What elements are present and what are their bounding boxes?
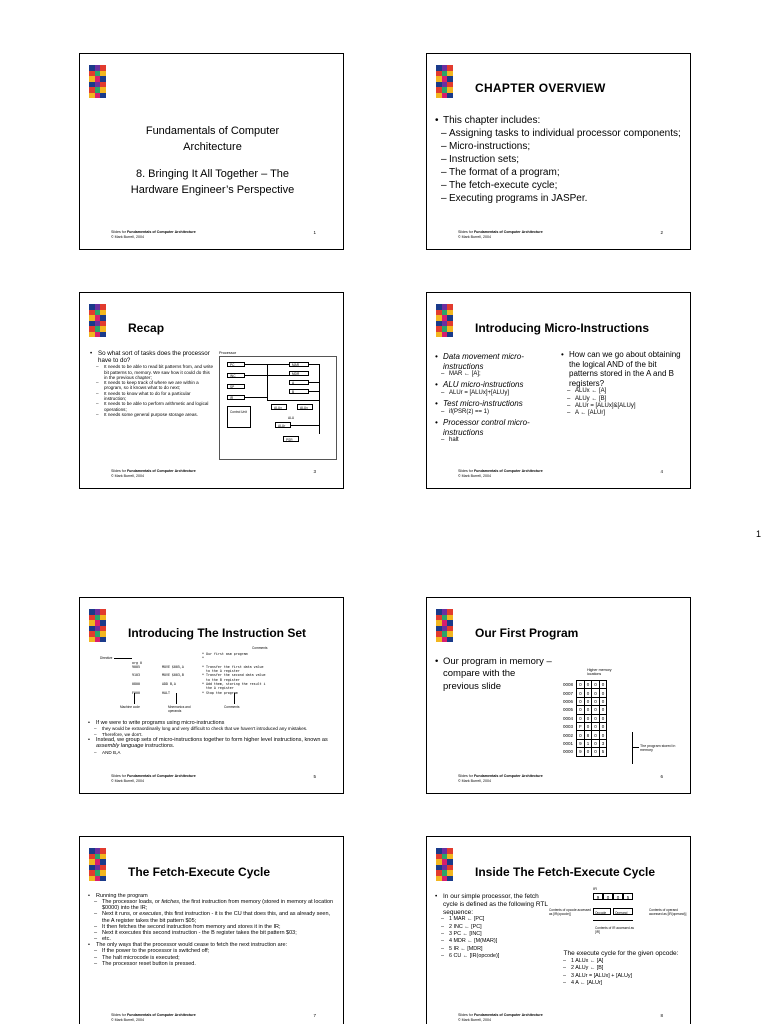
arrow-line <box>134 693 135 704</box>
processor-label: Processor <box>219 351 237 355</box>
machine-code: 9103 <box>132 673 140 678</box>
logo-tile <box>100 332 106 338</box>
arrow-line <box>176 693 177 704</box>
slide-1 <box>79 53 344 250</box>
opcode-box: Opcode <box>593 908 611 915</box>
slide-subtitle: 8. Bringing It All Together – The Hardware Engineer’s Perspective <box>130 168 295 196</box>
directive-label: Directive <box>100 656 113 660</box>
bus-line <box>245 397 267 398</box>
bullet-text: instructions. <box>143 743 175 750</box>
sub-bullet: – 4 A ← [ALUr] <box>555 980 687 987</box>
code-comment: the A register <box>202 686 234 691</box>
code-comment: * Stop the program <box>202 690 238 695</box>
memory-cell: 0 <box>584 722 592 730</box>
bus-line <box>267 400 319 401</box>
sub-bullet: – AND B,A <box>86 750 338 755</box>
slide-title: CHAPTER OVERVIEW <box>475 81 606 95</box>
slide-number: 5 <box>313 774 316 779</box>
program-label: The program stored in memory <box>640 744 676 752</box>
memory-row <box>561 697 607 705</box>
bracket-line <box>632 747 639 748</box>
arrow-line <box>114 658 132 659</box>
sub-bullet: – Assigning tasks to individual processor components; <box>433 127 683 140</box>
book-cover-icon <box>436 609 453 642</box>
ir-cell: 0 <box>613 893 623 900</box>
slide-6 <box>426 597 691 794</box>
alu-r: ALUr <box>275 422 291 428</box>
sub-bullet: – MAR ← [A]; <box>433 371 557 378</box>
mnemonics-label: Mnemonics and operands <box>168 705 191 713</box>
memory-row <box>561 706 607 714</box>
sub-bullet-text: , the first instruction from memory (stored in memory at location $0000) into the IR; <box>102 899 334 912</box>
memory-row <box>561 722 607 730</box>
code-comment: to the A register <box>202 669 240 674</box>
reg-psr: PSR <box>283 436 299 442</box>
memory-cell: 0 <box>584 748 592 756</box>
book-cover-icon <box>89 609 106 642</box>
sub-bullet-text: , this first instruction - it is the CU that does this, and as already seen, the A register takes the bit pattern $05; <box>102 911 331 924</box>
memory-row <box>561 739 607 747</box>
sub-bullet: – 2 INC ← [PC] <box>433 924 551 931</box>
memory-cell: 0 <box>584 689 592 697</box>
bottom-note: Contents of IR accessed as [IR] <box>595 926 634 934</box>
bullet-emphasis: assembly language <box>96 743 144 750</box>
slide-body-right <box>559 350 687 417</box>
memory-cell: 0 <box>599 681 607 689</box>
slide-body <box>86 720 338 755</box>
bullet: • Data movement micro-instructions <box>433 352 557 371</box>
slide-footer: Slides for Fundamentals of Computer Architecture © Mark Burrell, 2004 <box>458 230 543 239</box>
memory-cell: 0 <box>592 681 600 689</box>
sub-bullet: – 1 ALUx ← [A] <box>555 958 687 965</box>
book-cover-icon <box>436 65 453 98</box>
memory-cell: 0 <box>577 681 585 689</box>
bus-line <box>309 382 319 383</box>
memory-cell: 0 <box>592 731 600 739</box>
book-cover-icon <box>436 304 453 337</box>
higher-memory-label: Higher memory locations <box>587 668 612 676</box>
sub-bullet: – The format of a program; <box>433 166 683 179</box>
bullet: • Our program in memory – compare with the previous slide <box>433 656 553 693</box>
slide-body-right <box>555 950 687 987</box>
sub-bullet-text: etc. <box>102 936 111 943</box>
reg-b: B <box>289 389 309 394</box>
reg-ir: IR <box>227 395 245 400</box>
sub-bullet: – The fetch-execute cycle; <box>433 179 683 192</box>
memory-address: 0000 <box>563 749 574 755</box>
memory-cell: 0 <box>592 748 600 756</box>
reg-pc: PC <box>227 362 245 367</box>
logo-tile <box>100 93 106 99</box>
slide-body-left <box>433 350 557 444</box>
slide-footer: Slides for Fundamentals of Computer Architecture © Mark Burrell, 2004 <box>458 1013 543 1022</box>
memory-cell: 0 <box>577 714 585 722</box>
sub-bullet: – ALUx ← [A] <box>559 388 687 395</box>
side-page-number: 1 <box>756 529 762 539</box>
slide-title: Introducing The Instruction Set <box>128 626 306 640</box>
memory-row <box>561 714 607 722</box>
memory-cell: 0 <box>577 697 585 705</box>
logo-tile <box>100 637 106 643</box>
memory-cell: 0 <box>584 706 592 714</box>
logo-tile <box>447 93 453 99</box>
memory-cell: 0 <box>584 697 592 705</box>
memory-address: 0006 <box>563 698 574 704</box>
reg-mar: MAR <box>289 362 309 367</box>
code-comment: * <box>202 656 204 661</box>
memory-row <box>561 681 607 689</box>
memory-row <box>561 731 607 739</box>
sub-bullet: – The halt microcode is executed; <box>86 955 338 961</box>
sub-bullet: – A ← [ALUr] <box>559 410 687 417</box>
sub-bullet: – 1 MAR ← [PC] <box>433 916 551 923</box>
bracket-line <box>632 732 633 764</box>
slide-number: 2 <box>660 230 663 235</box>
ir-cell: 9 <box>593 893 603 900</box>
mnemonic: HALT <box>162 690 170 695</box>
reg-inc: INC <box>227 373 245 378</box>
code-comment: * Transfer the second data value <box>202 673 266 678</box>
memory-cell: 9 <box>577 748 585 756</box>
slide-2 <box>426 53 691 250</box>
bracket-line <box>593 920 633 921</box>
slide-footer: Slides for Fundamentals of Computer Architecture © Mark Burrell, 2004 <box>111 774 196 783</box>
memory-cell: 0 <box>599 689 607 697</box>
bullet: • ALU micro-instructions <box>433 380 557 390</box>
slide-number: 1 <box>313 230 316 235</box>
memory-cell: 9 <box>577 739 585 747</box>
machine-code: 0800 <box>132 682 140 687</box>
sub-bullet <box>86 911 338 923</box>
arrow-line <box>234 693 235 704</box>
memory-table <box>561 680 607 757</box>
code-diagram <box>100 646 335 718</box>
slide-footer: Slides for Fundamentals of Computer Architecture © Mark Burrell, 2004 <box>111 1013 196 1022</box>
machine-code: F000 <box>132 690 140 695</box>
mnemonic: ADD B,A <box>162 682 176 687</box>
memory-cell: 0 <box>577 689 585 697</box>
sub-bullet <box>86 899 338 911</box>
reg-sp: SP <box>227 384 245 389</box>
slide-number: 8 <box>660 1013 663 1018</box>
sub-bullet: – 2 ALUy ← [B] <box>555 965 687 972</box>
sub-bullet: – 5 IR ← [MDR] <box>433 946 551 953</box>
bullet: • How can we go about obtaining the logical AND of the bit patterns stored in the A and B registers? <box>559 350 687 388</box>
ir-cell: 5 <box>623 893 633 900</box>
slide-8 <box>426 836 691 1024</box>
memory-cell: 0 <box>584 714 592 722</box>
bullet: • If we were to write programs using micro-instructions <box>86 720 338 726</box>
memory-cell: 0 <box>584 681 592 689</box>
logo-tile <box>447 876 453 882</box>
code-line <box>132 691 332 695</box>
memory-address: 0008 <box>563 682 574 688</box>
sub-bullet: – Therefore, we don't. <box>86 732 338 737</box>
book-cover-icon <box>89 848 106 881</box>
slide-7 <box>79 836 344 1024</box>
reg-mdr: MDR <box>289 371 309 376</box>
sub-bullet: – 3 PC ← [INC] <box>433 931 551 938</box>
comments-label: Comments <box>252 646 268 650</box>
slide-footer: Slides for Fundamentals of Computer Architecture © Mark Burrell, 2004 <box>111 469 196 478</box>
control-unit: Control Unit <box>227 406 251 428</box>
slide-title: Inside The Fetch-Execute Cycle <box>475 865 656 879</box>
memory-address: 0003 <box>563 724 574 730</box>
sub-bullet: – if(PSR(z) == 1) <box>433 409 557 416</box>
memory-cell: 0 <box>577 731 585 739</box>
logo-tile <box>447 637 453 643</box>
mnemonic: MOVE $003,B <box>162 673 184 678</box>
bullet <box>86 737 338 750</box>
alu-label: ALU <box>288 416 295 420</box>
sub-bullet-text: The processor loads, or <box>102 899 162 906</box>
memory-cell: 0 <box>599 722 607 730</box>
alu-x: ALUx <box>271 404 287 410</box>
sub-bullet-emphasis: executes <box>139 911 162 918</box>
reg-a: A <box>289 380 309 385</box>
sub-bullet: – It needs to be able to perform arithmetic and logical operations; <box>88 401 214 412</box>
memory-cell: 0 <box>577 706 585 714</box>
sub-bullet: – 3 ALUr = [ALUx] + [ALUy] <box>555 973 687 980</box>
bullet: • So what sort of tasks does the processor have to do? <box>88 350 214 364</box>
sub-bullet: – It needs to be able to read bit patterns from, and write bit patterns to, memory. We saw how it could do this in the previous chapter; <box>88 364 214 380</box>
bullet: • Processor control micro-instructions <box>433 418 557 437</box>
code-comment: * Add them, storing the result i <box>202 682 266 687</box>
sub-bullet-text: It then fetches the second instruction from memory and stores it in the IR; <box>102 923 281 930</box>
slide-footer: Slides for Fundamentals of Computer Architecture © Mark Burrell, 2004 <box>111 230 196 239</box>
memory-cell: 0 <box>592 722 600 730</box>
sub-bullet: – If the power to the processor is switched off; <box>86 948 338 954</box>
logo-tile <box>100 876 106 882</box>
sub-bullet: – Instruction sets; <box>433 153 683 166</box>
slide-footer: Slides for Fundamentals of Computer Architecture © Mark Burrell, 2004 <box>458 774 543 783</box>
book-cover-icon <box>436 848 453 881</box>
processor-diagram <box>219 351 337 462</box>
comments-bottom-label: Comments <box>224 705 240 709</box>
machine-code: org 0 <box>132 660 142 665</box>
machine-code: 9005 <box>132 664 140 669</box>
left-note: Contents of opcode accessed as [IR(opcode)] <box>549 908 591 916</box>
sub-bullet-text: Next it executes this second instruction - the B register takes the bit pattern $03; <box>102 929 297 936</box>
slide-number: 6 <box>660 774 663 779</box>
slide-body <box>433 656 553 693</box>
memory-cell: 0 <box>592 739 600 747</box>
sub-bullet: – Executing programs in JASPer. <box>433 192 683 205</box>
bus-line <box>309 364 319 365</box>
memory-cell: 3 <box>599 739 607 747</box>
memory-address: 0004 <box>563 715 574 721</box>
memory-cell: 0 <box>592 714 600 722</box>
ir-label: IR <box>593 886 597 891</box>
sub-bullet: – The processor reset button is pressed. <box>86 961 338 967</box>
slide-title: Recap <box>128 321 165 335</box>
book-cover-icon <box>89 304 106 337</box>
slide-title: Introducing Micro-Instructions <box>475 321 649 335</box>
sub-bullet-text: Next it runs, or <box>102 911 140 918</box>
sub-bullet: – ALUy ← [B] <box>559 396 687 403</box>
bullet: • Test micro-instructions <box>433 399 557 409</box>
memory-address: 0001 <box>563 740 574 746</box>
sub-bullet: – they would be extraordinarily long and very difficult to check that we haven't introduced any mistakes. <box>86 726 338 731</box>
ir-cell: 0 <box>603 893 613 900</box>
memory-cell: 0 <box>592 689 600 697</box>
slide-body <box>433 114 683 205</box>
memory-row <box>561 689 607 697</box>
slide-5 <box>79 597 344 794</box>
sub-bullet: – It needs some general purpose storage areas. <box>88 412 214 417</box>
memory-address: 0002 <box>563 732 574 738</box>
slide-body <box>88 350 214 417</box>
sub-bullet: – ALUr = [ALUx]+[ALUy] <box>433 390 557 397</box>
exec-intro: The execute cycle for the given opcode: <box>563 950 679 957</box>
logo-tile <box>447 332 453 338</box>
sub-bullet: – It needs to know what to do for a particular instruction; <box>88 391 214 402</box>
code-comment: * Transfer the first data value <box>202 664 264 669</box>
bus-line <box>291 425 319 426</box>
bus-line <box>319 364 320 434</box>
memory-cell: 0 <box>592 697 600 705</box>
book-cover-icon <box>89 65 106 98</box>
memory-cell: 5 <box>599 748 607 756</box>
bullet: • Running the program <box>86 893 338 899</box>
slide-body <box>86 893 338 967</box>
sub-bullet: – 6 CU ← [IR(opcode)] <box>433 953 551 960</box>
memory-row <box>561 748 607 756</box>
slide-title: Our First Program <box>475 626 579 640</box>
slide-footer: Slides for Fundamentals of Computer Architecture © Mark Burrell, 2004 <box>458 469 543 478</box>
slide-number: 7 <box>313 1013 316 1018</box>
slide-body-left <box>433 893 551 960</box>
code-comment: to the B register <box>202 677 240 682</box>
memory-address: 0007 <box>563 690 574 696</box>
sub-bullet: – 4 MDR ← [M(MAR)] <box>433 938 551 945</box>
sub-bullet-emphasis: fetches <box>161 899 180 906</box>
sub-bullet: – halt <box>433 437 557 444</box>
slide-title: The Fetch-Execute Cycle <box>128 865 271 879</box>
bullet-text: Instead, we group sets of micro-instructions together to form higher level instructions, known as <box>96 736 328 743</box>
memory-cell: 0 <box>592 706 600 714</box>
alu-y: ALUy <box>297 404 313 410</box>
slide-number: 4 <box>660 469 663 474</box>
sub-bullet: – ALUr = [ALUx]&[ALUy] <box>559 403 687 410</box>
bullet: • This chapter includes: <box>433 114 683 127</box>
memory-cell: 8 <box>584 731 592 739</box>
sub-bullet: – It needs to keep track of where we are within a program, so it knows what to do next; <box>88 380 214 391</box>
memory-cell: 0 <box>599 706 607 714</box>
sub-bullet: – Micro-instructions; <box>433 140 683 153</box>
slide-4 <box>426 292 691 489</box>
memory-cell: 1 <box>584 739 592 747</box>
machine-code-label: Machine code <box>120 705 140 709</box>
bullet: • In our simple processor, the fetch cycle is defined as the following RTL sequence: <box>433 893 551 916</box>
mnemonic: MOVE $005,A <box>162 664 184 669</box>
code-comment: * Our first asm program <box>202 652 248 656</box>
memory-cell: 0 <box>599 731 607 739</box>
bus-line <box>309 391 319 392</box>
memory-cell: 0 <box>599 697 607 705</box>
slide-3 <box>79 292 344 489</box>
slide-number: 3 <box>313 469 316 474</box>
bus-line <box>267 364 268 400</box>
memory-cell: 0 <box>599 714 607 722</box>
operand-box: Operand <box>613 908 633 915</box>
memory-cell: F <box>577 722 585 730</box>
slide-title: Fundamentals of Computer Architecture <box>145 125 280 153</box>
bullet: • The only ways that the processor would cease to fetch the next instruction are: <box>86 942 338 948</box>
right-note: Contents of operand accessed as [IR(operand)] <box>649 908 687 916</box>
memory-address: 0005 <box>563 707 574 713</box>
ir-diagram <box>549 886 687 946</box>
